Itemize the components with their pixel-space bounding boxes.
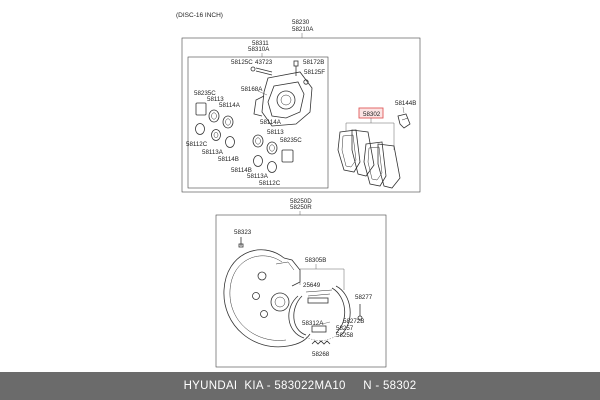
label-58113-left: 58113 (207, 96, 224, 103)
label-58114A-left: 58114A (219, 102, 240, 109)
label-58258: 58258 (336, 332, 354, 339)
bottom-assembly-part-a: 58250D (290, 198, 312, 205)
label-58305B: 58305B (305, 257, 327, 264)
label-58312A: 58312A (302, 320, 324, 327)
bleeder-screw (294, 61, 298, 76)
pad-spring-clip (398, 114, 410, 128)
parking-brake-frame (216, 215, 386, 367)
adjuster-spring (312, 341, 330, 344)
label-58113A-right: 58113A (247, 173, 268, 180)
label-58235C-right: 58235C (280, 137, 302, 144)
label-58112C-left: 58112C (186, 141, 208, 148)
label-58172B: 58172B (303, 59, 325, 66)
label-58235C-left: 58235C (194, 90, 216, 97)
label-58302[interactable]: 58302 (363, 111, 381, 118)
caliper-outer-frame (182, 38, 420, 192)
guide-pin-bolt (251, 67, 272, 75)
caliper-assembly-part-a: 58311 (252, 40, 269, 47)
label-58272B: 58272B (343, 318, 365, 325)
spec-label: (DISC-16 INCH) (176, 12, 223, 19)
label-58112C-right: 58112C (259, 180, 281, 187)
part-number-footer: HYUNDAI KIA - 583022MA10 N - 58302 (0, 372, 600, 400)
label-58113-right: 58113 (267, 129, 284, 136)
label-58113A-left: 58113A (202, 149, 223, 156)
label-25649: 25649 (303, 282, 321, 289)
label-58323: 58323 (234, 229, 252, 236)
backing-plate (224, 250, 310, 347)
label-58268: 58268 (312, 351, 330, 358)
caliper-body (254, 72, 312, 126)
brake-pads (338, 130, 400, 188)
top-assembly-part-a: 58230 (292, 19, 310, 26)
label-58144B: 58144B (395, 100, 417, 107)
caliper-inner-frame (188, 57, 328, 188)
label-58168A: 58168A (241, 86, 263, 93)
label-43723: 43723 (255, 59, 273, 66)
label-58277: 58277 (355, 294, 373, 301)
caliper-assembly-part-b: 58310A (248, 46, 270, 53)
plug-58323 (239, 237, 243, 247)
label-58125C: 58125C (231, 59, 253, 66)
label-58114B-left: 58114B (218, 156, 239, 163)
bottom-assembly-part-b: 58250R (290, 204, 312, 211)
top-assembly-part-b: 58210A (292, 26, 314, 33)
label-58114B-right: 58114B (231, 167, 252, 174)
label-58125F: 58125F (304, 69, 325, 76)
label-58114A-mid: 58114A (260, 119, 281, 126)
label-58257: 58257 (336, 325, 354, 332)
